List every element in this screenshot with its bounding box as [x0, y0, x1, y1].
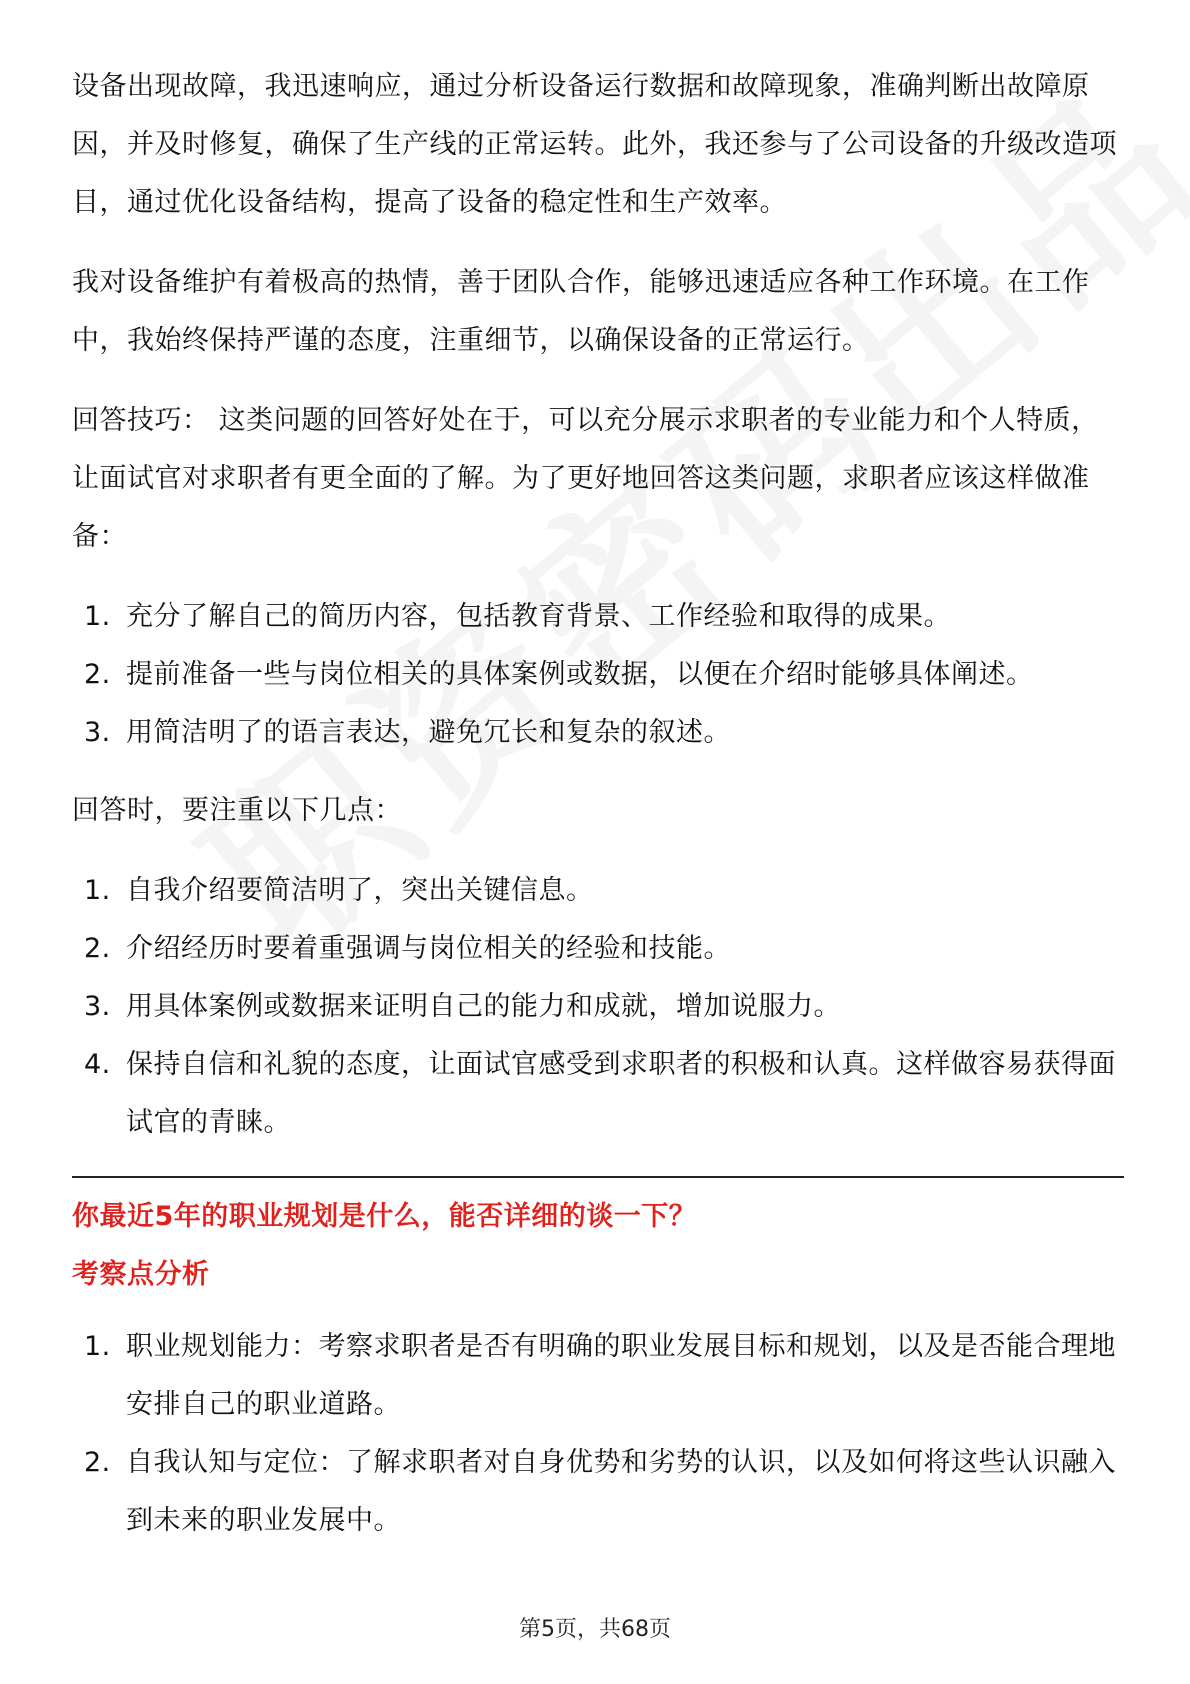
document-page — [72, 58, 1124, 1550]
list-item: 4. 保持自信和礼貌的态度，让面试官感受到求职者的积极和认真。这样做容易获得面试官的青睐。 — [84, 1049, 1116, 1138]
paragraph-answer-tips: 回答技巧： 这类问题的回答好处在于，可以充分展示求职者的专业能力和个人特质，让面试官对求职者有更全面的了解。为了更好地回答这类问题，求职者应该这样做准备： — [72, 405, 1099, 552]
list-item: 1. 职业规划能力：考察求职者是否有明确的职业发展目标和规划，以及是否能合理地安排自己的职业道路。 — [84, 1331, 1116, 1420]
list-item: 2. 提前准备一些与岗位相关的具体案例或数据，以便在介绍时能够具体阐述。 — [84, 659, 1034, 690]
list-item: 2. 自我认知与定位：了解求职者对自身优势和劣势的认识，以及如何将这些认识融入到未来的职业发展中。 — [84, 1447, 1116, 1536]
attention-intro: 回答时，要注重以下几点： — [72, 795, 402, 826]
list-item: 1. 自我介绍要简洁明了，突出关键信息。 — [84, 875, 594, 906]
paragraph-passion: 我对设备维护有着极高的热情，善于团队合作，能够迅速适应各种工作环境。在工作中，我始终保持严谨的态度，注重细节，以确保设备的正常运行。 — [72, 267, 1090, 356]
section-divider — [72, 1176, 1124, 1178]
question-title: 你最近5年的职业规划是什么，能否详细的谈一下？ — [72, 1201, 697, 1232]
list-item: 2. 介绍经历时要着重强调与岗位相关的经验和技能。 — [84, 933, 731, 964]
analysis-heading: 考察点分析 — [72, 1259, 210, 1290]
list-item: 3. 用具体案例或数据来证明自己的能力和成就，增加说服力。 — [84, 991, 841, 1022]
list-item: 1. 充分了解自己的简历内容，包括教育背景、工作经验和取得的成果。 — [84, 601, 951, 632]
paragraph-experience: 设备出现故障，我迅速响应，通过分析设备运行数据和故障现象，准确判断出故障原因，并及时修复，确保了生产线的正常运转。此外，我还参与了公司设备的升级改造项目，通过优化设备结构，提高了设备的稳定性和生产效率。 — [72, 71, 1117, 218]
list-item: 3. 用简洁明了的语言表达，避免冗长和复杂的叙述。 — [84, 717, 731, 748]
page-footer: 第5页，共68页 — [519, 1617, 671, 1642]
analysis-list — [72, 1318, 1124, 1550]
prep-list — [72, 588, 1124, 762]
attention-list — [72, 862, 1124, 1152]
